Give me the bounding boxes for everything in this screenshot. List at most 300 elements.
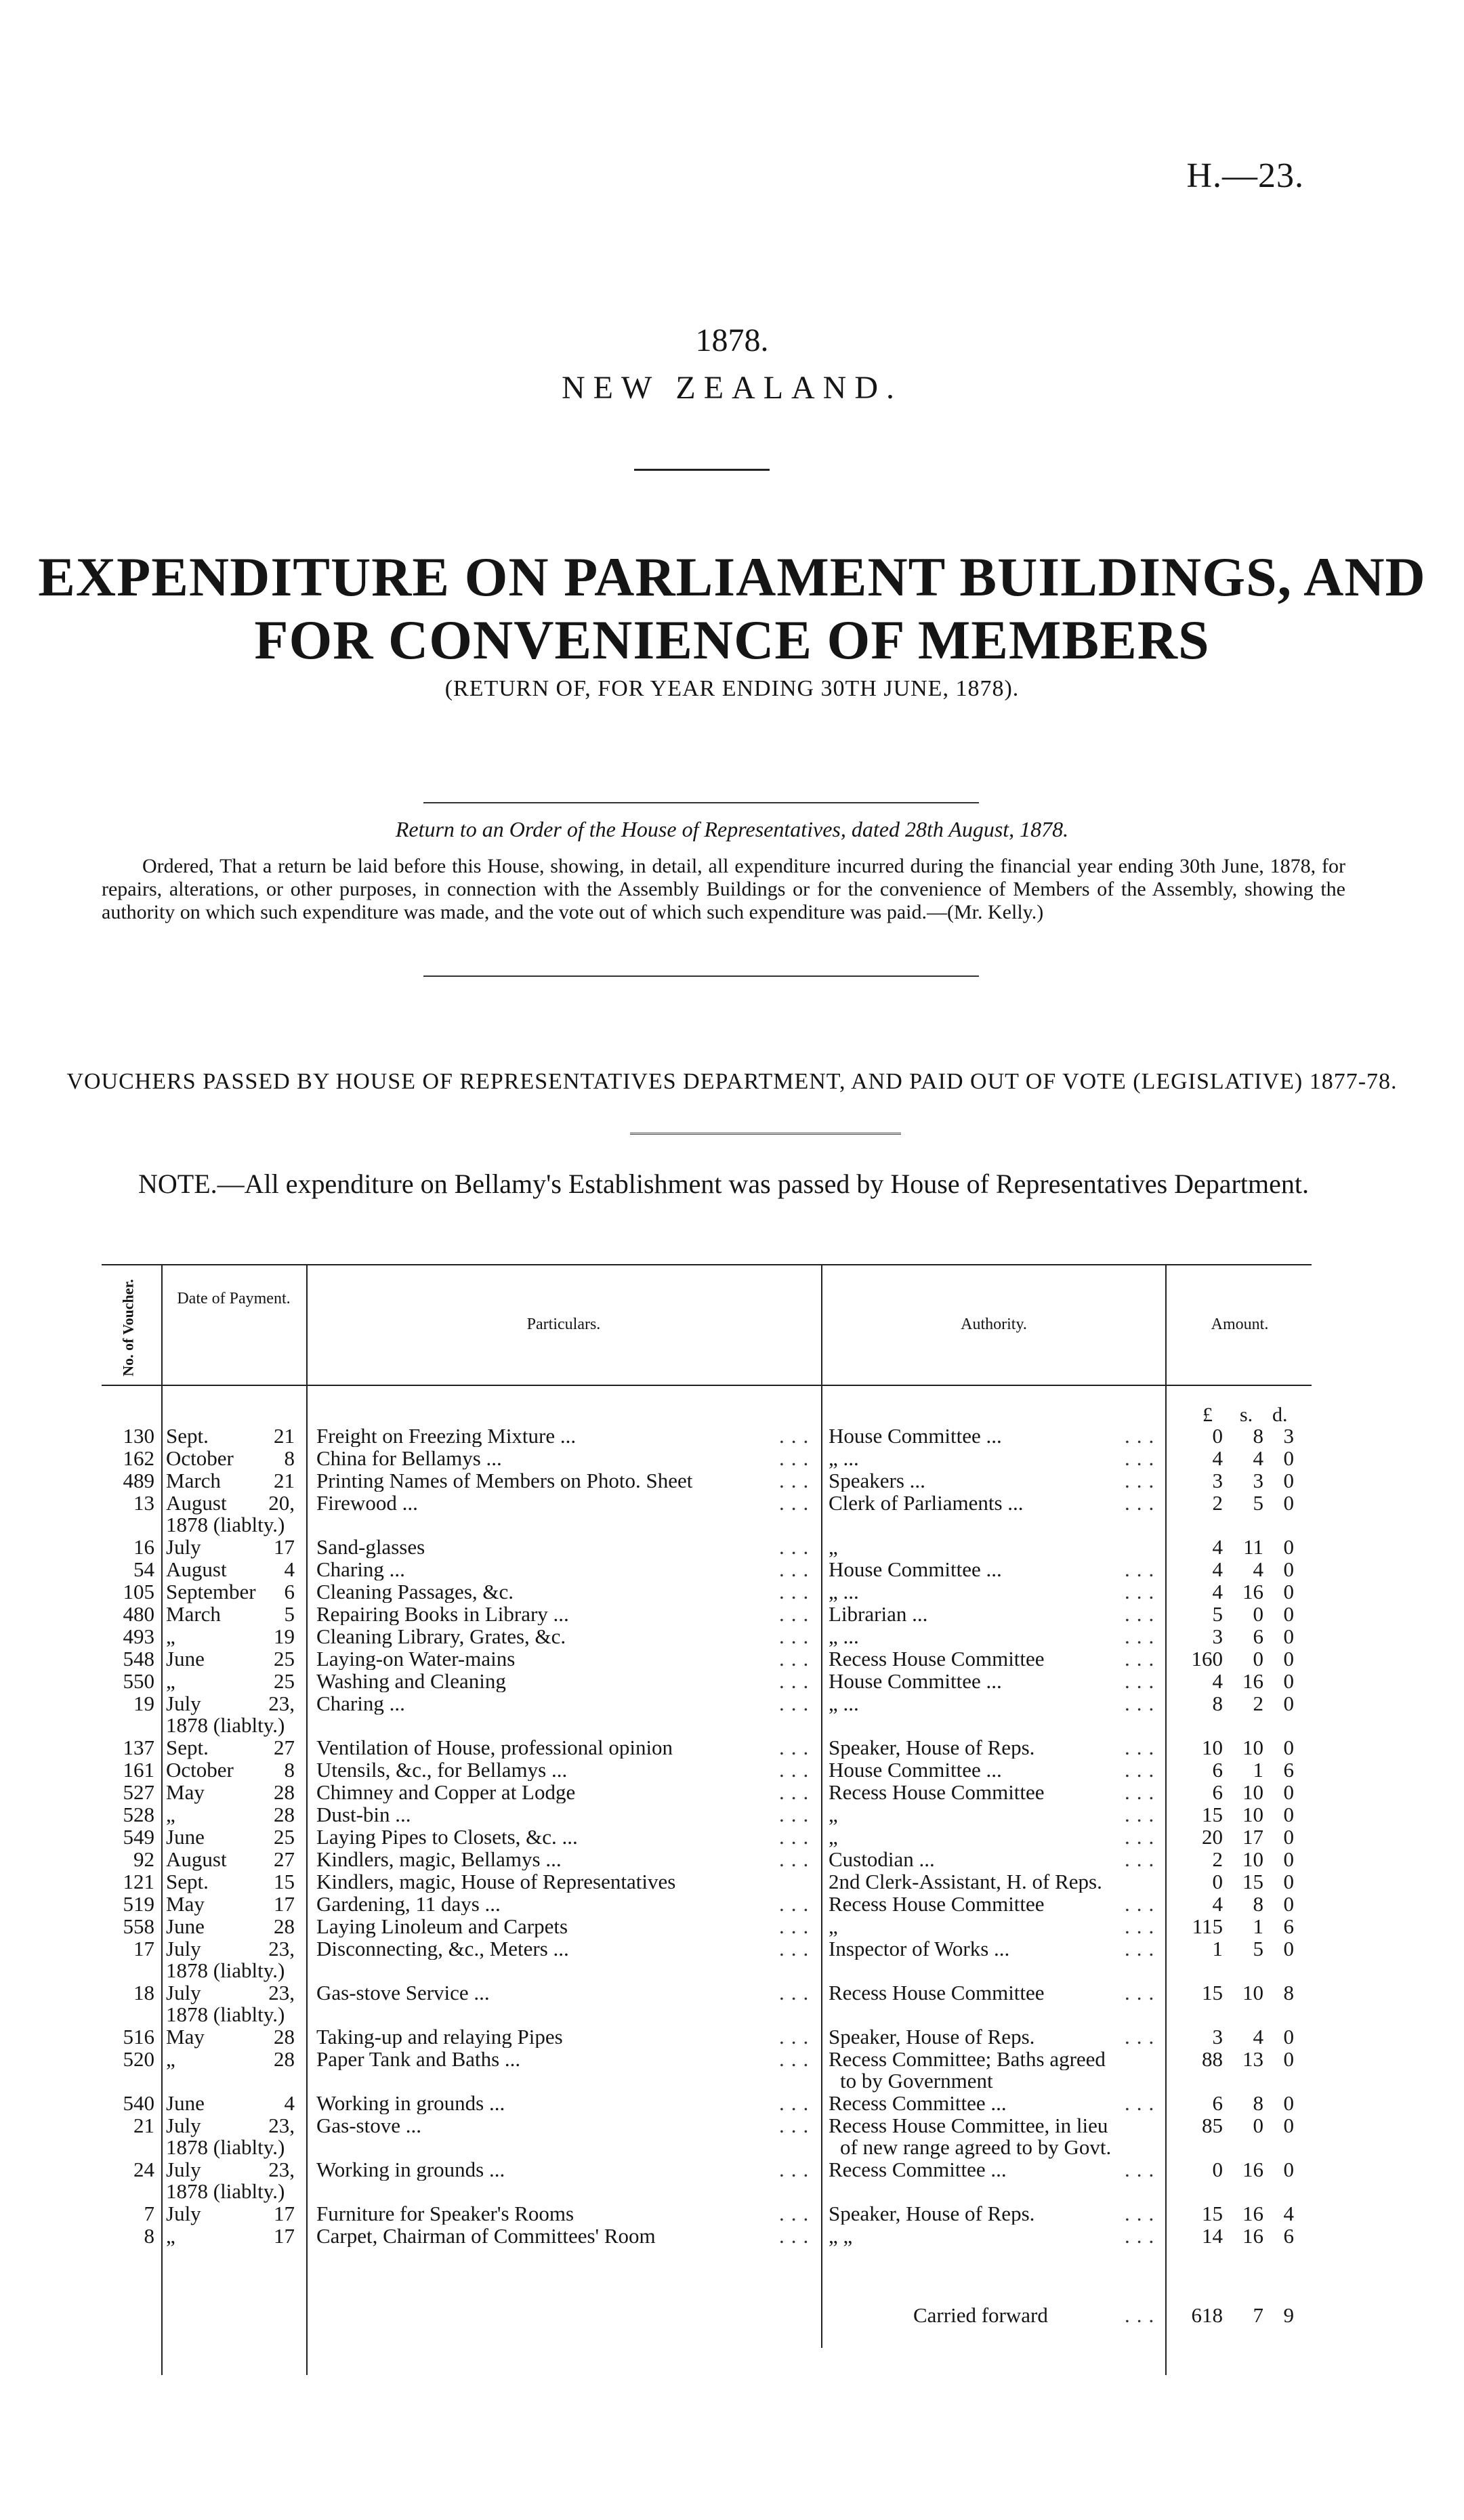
payment-month: August [166,1557,227,1581]
dot-leader: ... [1125,1937,1161,1960]
authority-text: „ „ [829,2225,853,2247]
dot-leader: ... [779,1892,816,1916]
authority-text: „ ... [829,1693,859,1715]
amount-pounds: 2 [1212,1847,1223,1871]
dot-leader: ... [1125,1491,1161,1515]
particulars-text: Kindlers, magic, Bellamys ... [316,1849,562,1870]
particulars [316,2159,821,2181]
amount-pence: 0 [1283,1870,1294,1893]
payment-day: 25 [274,1825,295,1849]
section-heading: VOUCHERS PASSED BY HOUSE OF REPRESENTATIVES DEPARTMENT, AND PAID OUT OF VOTE (LEGISLATIVE) 1877-78. [66,1069,1398,1094]
dot-leader: ... [779,1446,816,1470]
dot-leader: ... [779,1424,816,1448]
dot-leader: ... [779,2091,816,2115]
particulars-text: Taking-up and relaying Pipes [316,2026,563,2048]
dot-leader: ... [779,2224,816,2248]
pence-symbol: d. [1272,1404,1288,1426]
authority-text: „ [829,1826,838,1848]
dot-leader: ... [779,1647,816,1671]
amount-pence: 0 [1283,1580,1294,1603]
payment-day: 23, [268,1981,295,2004]
amount-pence: 0 [1283,1892,1294,1916]
dot-leader: ... [1125,1803,1161,1826]
voucher-number: 540 [123,2091,154,2115]
authority [829,1536,1158,1558]
authority-text: Inspector of Works ... [829,1938,1010,1960]
payment-month: March [166,1602,221,1626]
dot-leader: ... [779,2114,816,2137]
payment-month: June [166,1825,205,1849]
amount-pence: 8 [1283,1981,1294,2004]
authority-text: Recess House Committee, in lieu [829,2115,1108,2137]
section-note: NOTE.—All expenditure on Bellamy's Establishment was passed by House of Representatives Department. [138,1169,1309,1199]
dot-leader: ... [779,1692,816,1715]
amount-pence: 0 [1283,1557,1294,1581]
authority [829,2158,1161,2181]
authority-text: „ [829,1536,838,1558]
dot-leader: ... [1125,2025,1161,2049]
authority-text: Librarian ... [829,1603,928,1625]
dot-leader: ... [779,1758,816,1782]
amount-pounds: 4 [1212,1669,1223,1693]
authority [829,1758,1161,1782]
divider [423,802,979,803]
dot-leader: ... [1125,1424,1161,1448]
authority [829,1602,1161,1626]
authority-text: „ [829,1916,838,1937]
amount-pence: 3 [1283,1424,1294,1448]
amount-pence: 0 [1283,1602,1294,1626]
amount-pounds: 15 [1202,1803,1223,1826]
amount-pounds: 6 [1212,2091,1223,2115]
particulars-text: Printing Names of Members on Photo. Sheet [316,1470,693,1492]
authority [829,2115,1158,2137]
particulars [316,1938,821,1960]
payment-date-continued: 1878 (liablty.) [166,2002,285,2026]
authority-text: Recess House Committee [829,1782,1045,1803]
particulars-text: Working in grounds ... [316,2159,505,2181]
dot-leader: ... [779,1624,816,1648]
amount-shillings: 10 [1242,1847,1263,1871]
pounds-symbol: £ [1202,1404,1213,1426]
payment-day: 8 [284,1758,295,1782]
amount-shillings: 10 [1242,1736,1263,1759]
dot-leader: ... [1125,2303,1161,2327]
column-divider [306,1264,308,2375]
payment-day: 28 [274,1780,295,1804]
authority-text: Recess House Committee [829,1893,1045,1915]
document-subtitle: (RETURN OF, FOR YEAR ENDING 30TH JUNE, 1878). [444,676,1020,701]
voucher-number: 54 [133,1557,154,1581]
payment-month: Sept. [166,1424,209,1448]
authority [829,1914,1161,1938]
dot-leader: ... [1125,1692,1161,1715]
particulars [316,2093,821,2114]
dot-leader: ... [779,1535,816,1559]
authority [829,1669,1161,1693]
header-particulars: Particulars. [526,1316,601,1333]
voucher-number: 105 [123,1580,154,1603]
voucher-number: 161 [123,1758,154,1782]
dot-leader: ... [1125,1602,1161,1626]
particulars-text: Cleaning Library, Grates, &c. [316,1626,566,1647]
payment-month: „ [166,1803,175,1826]
payment-month: July [166,1937,201,1960]
amount-pence: 4 [1283,2202,1294,2225]
amount-pounds: 14 [1202,2224,1223,2248]
particulars [316,1559,821,1580]
amount-pence: 6 [1283,1758,1294,1782]
particulars [316,1849,821,1870]
amount-pence: 0 [1283,1624,1294,1648]
amount-pounds: 15 [1202,2202,1223,2225]
dot-leader: ... [779,1803,816,1826]
amount-shillings: 3 [1253,1469,1263,1492]
carried-forward-shillings: 7 [1253,2303,1263,2327]
particulars-text: Washing and Cleaning [316,1671,506,1692]
dot-leader: ... [779,1602,816,1626]
authority-text: Clerk of Parliaments ... [829,1492,1024,1514]
authority [829,1469,1161,1492]
dot-leader: ... [1125,1780,1161,1804]
payment-day: 28 [274,2047,295,2071]
particulars [316,1425,821,1447]
authority [829,1847,1161,1871]
voucher-number: 21 [133,2114,154,2137]
amount-shillings: 13 [1242,2047,1263,2071]
document-code: H.—23. [1186,156,1304,195]
particulars-text: Paper Tank and Baths ... [316,2049,521,2070]
amount-pence: 0 [1283,1647,1294,1671]
particulars [316,1759,821,1781]
amount-pence: 0 [1283,2091,1294,2115]
payment-day: 25 [274,1669,295,1693]
dot-leader: ... [779,2158,816,2181]
particulars [316,1982,821,2004]
amount-pounds: 0 [1212,1424,1223,1448]
payment-month: July [166,2158,201,2181]
dot-leader: ... [779,1847,816,1871]
particulars-text: Laying Linoleum and Carpets [316,1916,568,1937]
particulars-text: Chimney and Copper at Lodge [316,1782,576,1803]
voucher-number: 16 [133,1535,154,1559]
payment-day: 20, [268,1491,295,1515]
payment-day: 23, [268,2114,295,2137]
payment-month: August [166,1491,227,1515]
amount-shillings: 8 [1253,2091,1263,2115]
table-top-rule [102,1264,1312,1265]
dot-leader: ... [1125,1914,1161,1938]
particulars-text: Charing ... [316,1559,405,1580]
divider [634,469,770,471]
voucher-number: 527 [123,1780,154,1804]
amount-pounds: 115 [1192,1914,1223,1938]
country-heading: NEW ZEALAND. [561,370,903,406]
authority [829,2224,1161,2248]
carried-forward-pounds: 618 [1191,2303,1223,2327]
particulars-text: China for Bellamys ... [316,1448,502,1469]
particulars [316,1448,821,1469]
payment-day: 5 [284,1602,295,1626]
payment-month: May [166,1780,205,1804]
header-amount: Amount. [1211,1316,1269,1333]
amount-pence: 6 [1283,2224,1294,2248]
divider [423,975,979,977]
amount-pence: 0 [1283,1803,1294,1826]
payment-day: 17 [274,2202,295,2225]
particulars-text: Ventilation of House, professional opinion [316,1737,673,1759]
payment-day: 17 [274,2224,295,2248]
amount-pounds: 4 [1212,1580,1223,1603]
payment-date-continued: 1878 (liablty.) [166,1958,285,1982]
payment-date-continued: 1878 (liablty.) [166,1513,285,1536]
payment-day: 17 [274,1535,295,1559]
authority-text: Speaker, House of Reps. [829,1737,1035,1759]
amount-shillings: 4 [1253,1557,1263,1581]
amount-shillings: 2 [1253,1692,1263,1715]
dot-leader: ... [779,2025,816,2049]
dot-leader: ... [1125,1736,1161,1759]
payment-month: July [166,1692,201,1715]
amount-pence: 6 [1283,1914,1294,1938]
amount-pounds: 6 [1212,1780,1223,1804]
particulars [316,1626,821,1647]
dot-leader: ... [1125,2224,1161,2248]
payment-month: June [166,1647,205,1671]
amount-shillings: 10 [1242,1981,1263,2004]
voucher-number: 480 [123,1602,154,1626]
authority-text: Recess Committee; Baths agreed [829,2049,1106,2070]
dot-leader: ... [779,1914,816,1938]
payment-day: 8 [284,1446,295,1470]
amount-pounds: 1 [1212,1937,1223,1960]
amount-pence: 0 [1283,2114,1294,2137]
amount-shillings: 16 [1242,1580,1263,1603]
amount-shillings: 8 [1253,1892,1263,1916]
particulars-text: Cleaning Passages, &c. [316,1581,514,1603]
dot-leader: ... [1125,1669,1161,1693]
amount-shillings: 11 [1243,1535,1263,1559]
voucher-number: 558 [123,1914,154,1938]
dot-leader: ... [1125,1557,1161,1581]
particulars-text: Repairing Books in Library ... [316,1603,569,1625]
particulars-text: Laying-on Water-mains [316,1648,516,1670]
amount-pounds: 4 [1212,1557,1223,1581]
authority [829,2049,1158,2070]
amount-shillings: 1 [1253,1758,1263,1782]
dot-leader: ... [779,1469,816,1492]
payment-month: „ [166,1669,175,1693]
payment-month: Sept. [166,1870,209,1893]
dot-leader: ... [1125,1847,1161,1871]
authority-continued: to by Government [840,2069,993,2093]
amount-shillings: 5 [1253,1937,1263,1960]
authority-text: House Committee ... [829,1671,1002,1692]
dot-leader: ... [1125,2091,1161,2115]
particulars [316,1804,821,1826]
particulars-text: Sand-glasses [316,1536,425,1558]
payment-day: 28 [274,1803,295,1826]
particulars [316,2049,821,2070]
authority [829,2091,1161,2115]
particulars-text: Working in grounds ... [316,2093,505,2114]
particulars [316,1871,821,1893]
amount-pence: 0 [1283,1669,1294,1693]
payment-month: September [166,1580,256,1603]
amount-pounds: 8 [1212,1692,1223,1715]
amount-pounds: 4 [1212,1446,1223,1470]
authority-text: Recess House Committee [829,1982,1045,2004]
dot-leader: ... [1125,1981,1161,2004]
particulars [316,1737,821,1759]
header-authority: Authority. [961,1316,1027,1333]
amount-pence: 0 [1283,2025,1294,2049]
authority [829,1981,1161,2004]
amount-pence: 0 [1283,2047,1294,2071]
particulars-text: Utensils, &c., for Bellamys ... [316,1759,568,1781]
particulars-text: Gas-stove ... [316,2115,421,2137]
amount-pence: 0 [1283,1780,1294,1804]
payment-month: „ [166,1624,175,1648]
column-divider [821,1264,822,2348]
dot-leader: ... [779,1491,816,1515]
authority [829,1692,1161,1715]
voucher-number: 130 [123,1424,154,1448]
dot-leader: ... [1125,2158,1161,2181]
voucher-number: 548 [123,1647,154,1671]
payment-month: „ [166,2224,175,2248]
voucher-number: 18 [133,1981,154,2004]
authority [829,1580,1161,1603]
particulars [316,1671,821,1692]
payment-day: 15 [274,1870,295,1893]
dot-leader: ... [1125,1580,1161,1603]
table-header-rule [102,1385,1312,1386]
payment-day: 27 [274,1736,295,1759]
particulars [316,1916,821,1937]
amount-shillings: 16 [1242,2158,1263,2181]
particulars-text: Charing ... [316,1693,405,1715]
payment-day: 27 [274,1847,295,1871]
amount-pounds: 0 [1212,1870,1223,1893]
payment-month: July [166,2202,201,2225]
column-divider [161,1264,163,2375]
particulars-text: Firewood ... [316,1492,418,1514]
amount-pounds: 4 [1212,1535,1223,1559]
payment-day: 19 [274,1624,295,1648]
payment-month: March [166,1469,221,1492]
payment-day: 23, [268,1692,295,1715]
authority-text: Recess Committee ... [829,2159,1007,2181]
payment-month: August [166,1847,227,1871]
particulars-text: Gas-stove Service ... [316,1982,490,2004]
payment-month: „ [166,2047,175,2071]
payment-month: May [166,1892,205,1916]
payment-date-continued: 1878 (liablty.) [166,2135,285,2159]
particulars [316,1893,821,1915]
dot-leader: ... [1125,1825,1161,1849]
authority-text: „ ... [829,1448,859,1469]
amount-shillings: 4 [1253,1446,1263,1470]
voucher-number: 516 [123,2025,154,2049]
authority-text: Speakers ... [829,1470,925,1492]
dot-leader: ... [1125,1892,1161,1916]
voucher-number: 528 [123,1803,154,1826]
authority-text: Recess House Committee [829,1648,1045,1670]
authority-text: „ [829,1804,838,1826]
dot-leader: ... [1125,1624,1161,1648]
dot-leader: ... [1125,1469,1161,1492]
amount-shillings: 1 [1253,1914,1263,1938]
dot-leader: ... [1125,2202,1161,2225]
authority [829,2025,1161,2049]
header-voucher-number [102,1280,156,1375]
voucher-number: 24 [133,2158,154,2181]
authority [829,1892,1161,1916]
authority-text: Recess Committee ... [829,2093,1007,2114]
dot-leader: ... [779,2202,816,2225]
amount-pence: 0 [1283,1446,1294,1470]
payment-month: July [166,1981,201,2004]
particulars [316,2225,821,2247]
particulars [316,2026,821,2048]
dot-leader: ... [779,1825,816,1849]
shillings-symbol: s. [1240,1404,1253,1426]
amount-shillings: 16 [1242,1669,1263,1693]
dot-leader: ... [779,1557,816,1581]
amount-pence: 0 [1283,1692,1294,1715]
particulars-text: Kindlers, magic, House of Representatives [316,1871,676,1893]
divider [630,1133,901,1137]
particulars-text: Furniture for Speaker's Rooms [316,2203,574,2225]
particulars-text: Disconnecting, &c., Meters ... [316,1938,569,1960]
payment-day: 28 [274,1914,295,1938]
amount-pounds: 160 [1191,1647,1223,1671]
voucher-number: 13 [133,1491,154,1515]
particulars [316,1603,821,1625]
payment-day: 4 [284,2091,295,2115]
authority-text: Speaker, House of Reps. [829,2026,1035,2048]
particulars-text: Freight on Freezing Mixture ... [316,1425,577,1447]
authority [829,1736,1161,1759]
payment-month: Sept. [166,1736,209,1759]
payment-day: 25 [274,1647,295,1671]
column-divider [1165,1264,1167,2375]
payment-day: 4 [284,1557,295,1581]
ordered-paragraph: Ordered, That a return be laid before this House, showing, in detail, all expenditure incurred during the financial year ending 30th June, 1878, for repairs, alterations, or other purposes, in connection with the Assembly Buildings or for the convenience of Members of the Assembly, showing the authority on which such expenditure was made, and the vote out of which such expenditure was paid.—(Mr. Kelly.) [102,855,1345,923]
amount-shillings: 16 [1242,2224,1263,2248]
voucher-number: 550 [123,1669,154,1693]
authority [829,1491,1161,1515]
voucher-number: 519 [123,1892,154,1916]
authority [829,2202,1161,2225]
payment-day: 17 [274,1892,295,1916]
payment-month: October [166,1446,234,1470]
amount-shillings: 10 [1242,1803,1263,1826]
amount-shillings: 16 [1242,2202,1263,2225]
voucher-number: 489 [123,1469,154,1492]
amount-pounds: 3 [1212,1624,1223,1648]
authority [829,1647,1161,1671]
dot-leader: ... [779,1580,816,1603]
dot-leader: ... [779,1981,816,2004]
payment-date-continued: 1878 (liablty.) [166,1713,285,1737]
amount-pence: 0 [1283,1535,1294,1559]
payment-month: June [166,1914,205,1938]
amount-shillings: 8 [1253,1424,1263,1448]
authority [829,1937,1161,1960]
payment-month: October [166,1758,234,1782]
